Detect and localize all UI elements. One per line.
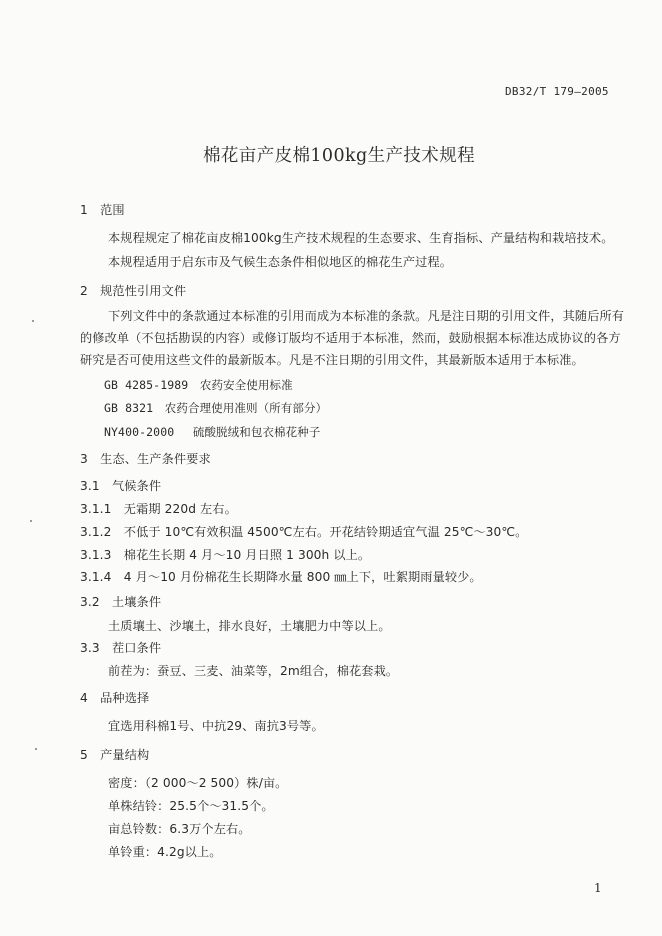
section-4-heading: 4 品种选择 [80,691,150,705]
scan-speck [30,520,32,522]
reference-ny400: NY400-2000 硫酸脱绒和包衣棉花种子 [104,425,321,439]
scan-speck [32,320,34,322]
section-3-3-heading: 3.3 茬口条件 [80,641,162,655]
section-3-3-paragraph: 前茬为：蚕豆、三麦、油菜等，2m组合，棉花套栽。 [108,664,399,678]
clause-3-1-2: 3.1.2 不低于 10℃有效积温 4500℃左右。开花结铃期适宜气温 25℃～30℃。 [80,525,528,539]
clause-3-1-4: 3.1.4 4 月～10 月份棉花生长期降水量 800 ㎜上下，吐絮期雨量较少。 [80,570,482,584]
yield-boll-weight: 单铃重：4.2g以上。 [108,845,222,859]
section-2-paragraph-line-1: 下列文件中的条款通过本标准的引用而成为本标准的条款。凡是注日期的引用文件，其随后所有 [108,309,625,323]
clause-3-1-3: 3.1.3 棉花生长期 4 月～10 月日照 1 300h 以上。 [80,548,371,562]
section-2-heading: 2 规范性引用文件 [80,284,187,298]
scan-speck [35,748,37,750]
section-1-paragraph-2: 本规程适用于启东市及气候生态条件相似地区的棉花生产过程。 [108,255,453,269]
section-3-2-heading: 3.2 土壤条件 [80,595,162,609]
clause-3-1-1: 3.1.1 无霜期 220d 左右。 [80,502,237,516]
yield-total-bolls: 亩总铃数：6.3万个左右。 [108,822,251,836]
reference-gb8321: GB 8321 农药合理使用准则（所有部分） [104,401,328,415]
section-3-1-heading: 3.1 气候条件 [80,479,162,493]
reference-gb4285: GB 4285-1989 农药安全使用标准 [104,378,293,392]
section-2-paragraph-line-3: 研究是否可使用这些文件的最新版本。凡是不注日期的引用文件，其最新版本适用于本标准。 [80,353,584,367]
page-number: 1 [594,881,602,895]
section-1-heading: 1 范围 [80,203,125,217]
section-5-heading: 5 产量结构 [80,748,150,762]
section-3-heading: 3 生态、生产条件要求 [80,452,211,466]
yield-density: 密度：（2 000～2 500）株/亩。 [108,776,288,790]
standard-code: DB32/T 179—2005 [505,85,609,98]
section-2-paragraph-line-2: 的修改单（不包括勘误的内容）或修订版均不适用于本标准，然而，鼓励根据本标准达成协议的各方 [80,331,621,345]
section-3-2-paragraph: 土质壤土、沙壤土，排水良好，土壤肥力中等以上。 [108,619,391,633]
yield-bolls-per-plant: 单株结铃：25.5个～31.5个。 [108,799,274,813]
section-4-paragraph: 宜选用科棉1号、中抗29、南抗3号等。 [108,719,324,733]
section-1-paragraph-1: 本规程规定了棉花亩皮棉100kg生产技术规程的生态要求、生育指标、产量结构和栽培技术。 [108,231,614,245]
document-title: 棉花亩产皮棉100kg生产技术规程 [203,146,476,166]
